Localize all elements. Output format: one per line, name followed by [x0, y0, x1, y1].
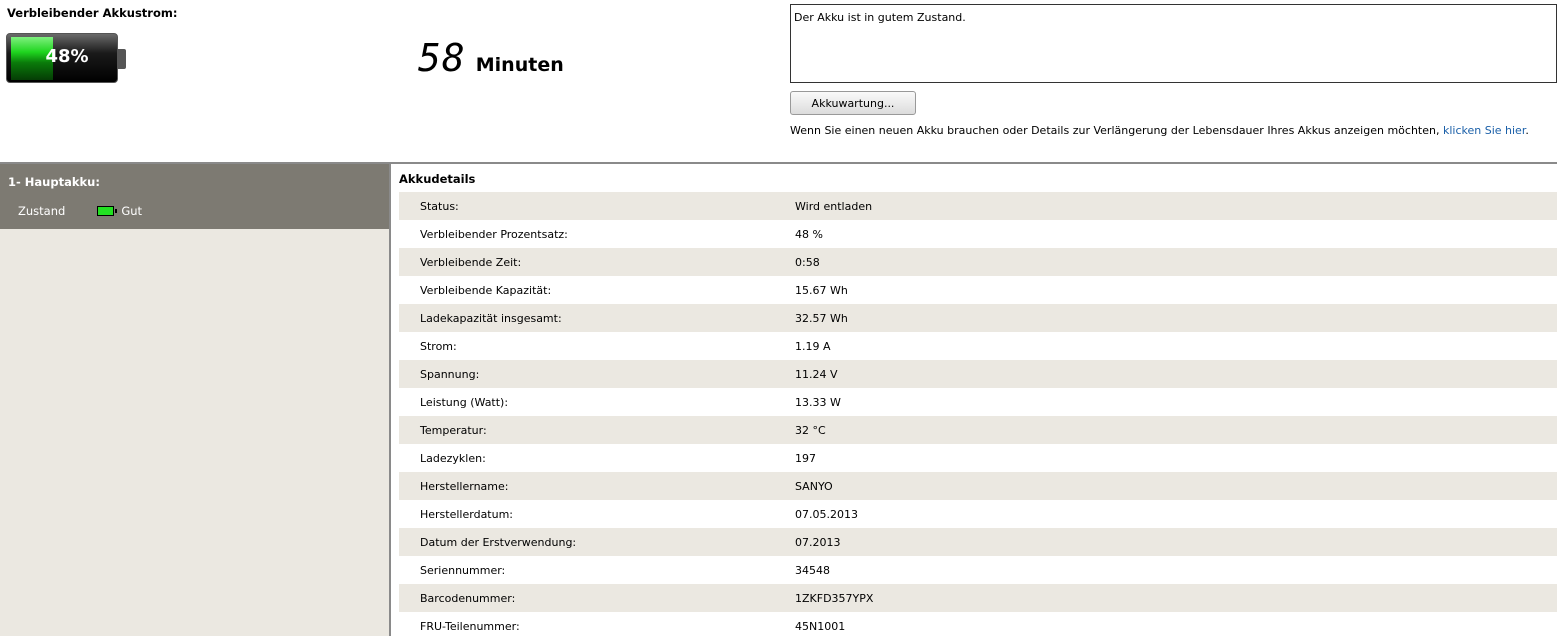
row-value: 15.67 Wh — [795, 283, 848, 297]
row-value: 1.19 A — [795, 339, 831, 353]
table-row — [399, 360, 1557, 388]
row-value: 13.33 W — [795, 395, 841, 409]
row-label: Temperatur: — [420, 423, 487, 437]
state-label: Zustand — [18, 204, 66, 218]
row-value: 1ZKFD357YPX — [795, 591, 874, 605]
row-label: Seriennummer: — [420, 563, 506, 577]
row-label: Strom: — [420, 339, 457, 353]
row-label: Status: — [420, 199, 459, 213]
row-label: Leistung (Watt): — [420, 395, 509, 409]
table-row — [399, 220, 1557, 248]
row-value: 11.24 V — [795, 367, 838, 381]
table-row — [399, 248, 1557, 276]
table-row — [399, 528, 1557, 556]
row-value: 07.2013 — [795, 535, 841, 549]
table-row — [399, 304, 1557, 332]
table-row — [399, 192, 1557, 220]
details-title: Akkudetails — [399, 172, 476, 186]
table-row — [399, 472, 1557, 500]
status-message-box: Der Akku ist in gutem Zustand. — [790, 4, 1557, 83]
battery-maintenance-button[interactable]: Akkuwartung... — [790, 91, 916, 115]
battery-gauge-icon — [6, 33, 118, 83]
table-row — [399, 444, 1557, 472]
battery-percent: 48% — [45, 46, 89, 67]
info-text-body: Wenn Sie einen neuen Akku brauchen oder Details zur Verlängerung der Lebensdauer Ihres Akkus anzeigen möchten, — [790, 124, 1443, 137]
row-label: Datum der Erstverwendung: — [420, 535, 577, 549]
row-value: 48 % — [795, 227, 823, 241]
table-row — [399, 500, 1557, 528]
details-table — [399, 192, 1557, 640]
row-label: Herstellername: — [420, 479, 509, 493]
table-row — [399, 388, 1557, 416]
minutes-value: 58 — [418, 36, 466, 80]
row-label: FRU-Teilenummer: — [420, 619, 520, 633]
row-label: Verbleibende Kapazität: — [420, 283, 552, 297]
info-text-end: . — [1525, 124, 1529, 137]
row-value: 32 °C — [795, 423, 826, 437]
state-value: Gut — [121, 204, 143, 218]
row-value: Wird entladen — [795, 199, 873, 213]
row-label: Verbleibende Zeit: — [420, 255, 522, 269]
battery-item-main[interactable] — [0, 164, 389, 229]
battery-list-panel — [0, 164, 391, 636]
row-value: SANYO — [795, 479, 833, 493]
table-row — [399, 556, 1557, 584]
battery-item-title: 1- Hauptakku: — [8, 175, 100, 189]
row-value: 45N1001 — [795, 619, 846, 633]
row-value: 32.57 Wh — [795, 311, 848, 325]
table-row — [399, 584, 1557, 612]
row-value: 34548 — [795, 563, 830, 577]
table-row — [399, 416, 1557, 444]
row-label: Ladezyklen: — [420, 451, 486, 465]
remaining-time — [418, 36, 564, 80]
remaining-power-title: Verbleibender Akkustrom: — [7, 6, 178, 20]
row-value: 07.05.2013 — [795, 507, 858, 521]
row-label: Verbleibender Prozentsatz: — [420, 227, 568, 241]
table-row — [399, 276, 1557, 304]
row-value: 197 — [795, 451, 816, 465]
minutes-label: Minuten — [475, 54, 564, 76]
info-text — [790, 124, 1529, 137]
row-label: Barcodenummer: — [420, 591, 516, 605]
click-here-link[interactable]: klicken Sie hier — [1442, 124, 1526, 137]
row-value: 0:58 — [795, 255, 820, 269]
row-label: Herstellerdatum: — [420, 507, 514, 521]
row-label: Spannung: — [420, 367, 480, 381]
row-label: Ladekapazität insgesamt: — [420, 311, 562, 325]
battery-good-icon — [97, 206, 114, 216]
table-row — [399, 332, 1557, 360]
